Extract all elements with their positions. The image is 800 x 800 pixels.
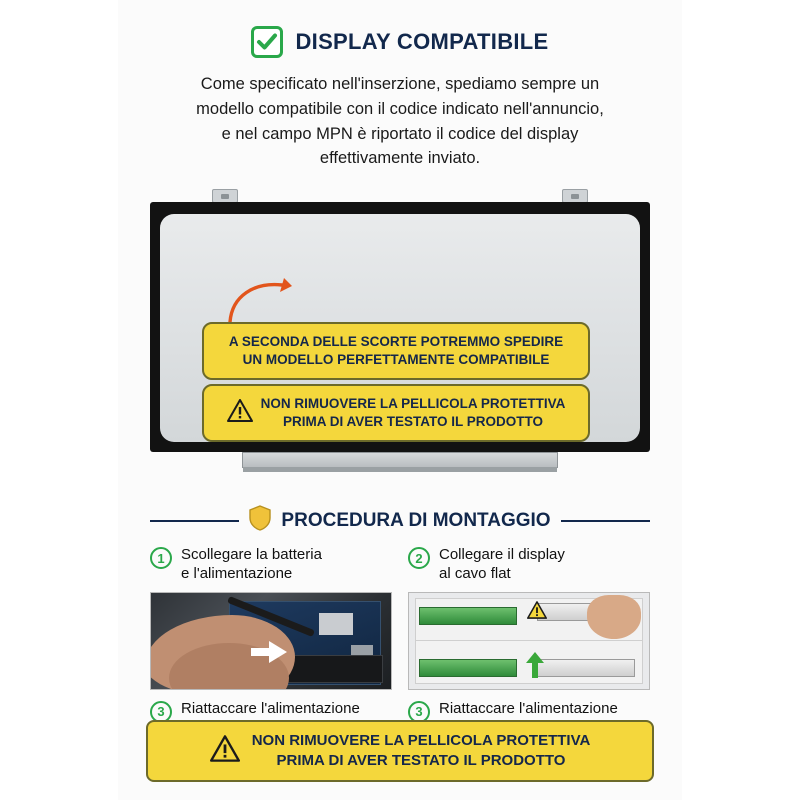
intro-line-1: Come specificato nell'inserzione, spediamo sempre un — [200, 75, 600, 93]
check-badge-icon — [251, 26, 283, 58]
step-photos — [150, 592, 650, 690]
step-1-text — [181, 546, 322, 584]
step-2-line-1: Collegare il display — [439, 546, 565, 563]
panel-surface — [160, 214, 640, 442]
finger-graphic — [587, 595, 641, 639]
bottom-warning-line-1: NON RIMUOVERE LA PELLICOLA PROTETTIVA — [251, 731, 591, 749]
step-2 — [408, 546, 650, 584]
flat-connector-4 — [537, 659, 635, 677]
intro-line-4: effettivamente inviato. — [319, 149, 481, 168]
rule-right — [561, 520, 650, 522]
panel-base-bar — [242, 452, 558, 468]
flat-connector-1 — [419, 607, 517, 625]
step-1 — [150, 546, 392, 584]
green-up-arrow-icon — [525, 652, 545, 683]
procedure-header — [150, 505, 650, 536]
stock-notice-line-2: UN MODELLO PERFETTAMENTE COMPATIBILE — [242, 352, 550, 368]
step-3-left-line-1: Riattaccare l'alimentazione — [181, 699, 360, 717]
white-arrow-tail-icon — [251, 648, 271, 656]
intro-line-2: modello compatibile con il codice indicato nell'annuncio, — [196, 99, 604, 118]
film-notice-text — [261, 395, 566, 431]
content-sheet — [118, 0, 682, 800]
stock-notice-line-1: A SECONDA DELLE SCORTE POTREMMO SPEDIRE — [228, 334, 564, 349]
step-2-number: 2 — [408, 547, 430, 569]
procedure-title: PROCEDURA DI MONTAGGIO — [281, 509, 551, 531]
intro-paragraph — [150, 72, 650, 171]
step-3-right-number: 3 — [408, 701, 430, 723]
step-3-left-number: 3 — [150, 701, 172, 723]
step-1-number: 1 — [150, 547, 172, 569]
intro-line-3: e nel campo MPN è riportato il codice del display — [221, 124, 579, 143]
film-notice-line-1: NON RIMUOVERE LA PELLICOLA PROTETTIVA — [260, 396, 566, 411]
stock-notice — [202, 322, 590, 380]
warning-triangle-icon — [227, 399, 253, 427]
white-arrow-icon — [269, 641, 287, 663]
bottom-warning-banner — [146, 720, 654, 783]
step-1-line-2: e l'alimentazione — [181, 564, 293, 582]
step-2-text — [439, 546, 565, 584]
panel-bezel — [150, 202, 650, 452]
film-notice — [202, 384, 590, 442]
bottom-warning-line-2: PRIMA DI AVER TESTATO IL PRODOTTO — [276, 751, 566, 769]
film-notice-line-2: PRIMA DI AVER TESTATO IL PRODOTTO — [282, 414, 543, 430]
chip-graphic-1 — [319, 613, 353, 635]
photo-battery-disconnect — [150, 592, 392, 690]
curved-arrow-icon — [226, 276, 296, 324]
shield-icon — [249, 505, 271, 536]
bottom-warning-text — [252, 731, 591, 772]
rule-left — [150, 520, 239, 522]
header — [118, 0, 682, 58]
photo-flat-cable-connect — [408, 592, 650, 690]
step-3-right-line-1: Riattaccare l'alimentazione — [439, 699, 618, 717]
mounting-tab-right-icon — [562, 189, 588, 203]
flat-connector-3 — [419, 659, 517, 677]
display-panel-illustration — [150, 189, 650, 489]
steps-top — [150, 546, 650, 584]
mounting-tab-left-icon — [212, 189, 238, 203]
page-title: DISPLAY COMPATIBILE — [295, 29, 549, 54]
step-2-line-2: al cavo flat — [439, 564, 511, 582]
bottom-warning-triangle-icon — [210, 735, 240, 767]
step-1-line-1: Scollegare la batteria — [181, 546, 322, 563]
warning-triangle-small-icon — [527, 601, 547, 624]
